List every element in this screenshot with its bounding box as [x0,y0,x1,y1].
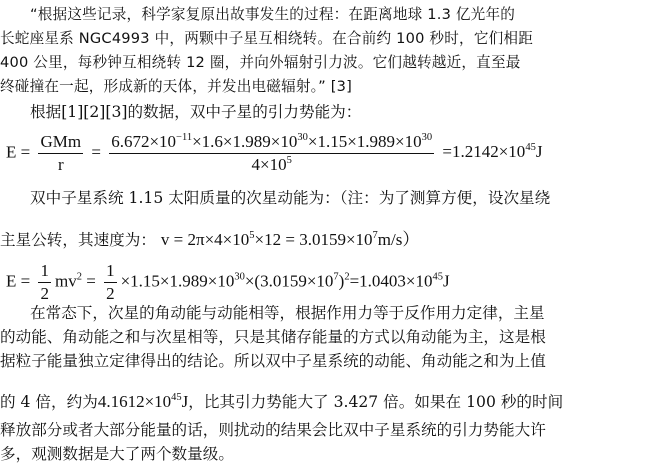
para3-line-5: 释放部分或者大部分能量的话，则扰动的结果会比双中子星系统的引力势能大许 [0,421,546,439]
quote-line-4: 终碰撞在一起，形成新的天体，并发出电磁辐射。” [3] [0,78,353,95]
eq2-half-2 [104,260,117,305]
speed-eq-b: ×12 = 3.0159×10 [254,230,373,249]
paragraph-speed-line [0,231,419,249]
para3-l4-a: 的 4 倍，约为 [0,393,98,411]
quote-line-1: “根据这些记录，科学家复原出故事发生的过程：在距离地球 1.3 亿光年的 [30,6,516,23]
eq2-mid: ×(3.0159×10 [244,271,334,291]
eq2-mv-exp: 2 [76,271,82,283]
eq1-f2-num-a-exp: −11 [176,132,193,143]
eq1-result [442,142,542,161]
eq1-result-mantissa: =1.2142×10 [442,142,526,162]
eq2-half-1-num: 1 [38,260,51,283]
para3-line-2: 的动能、角动能之和与次星相等，只是其储存能量的方式以角动能为主，这是根 [0,328,546,346]
eq1-f2-num-b: ×1.6×1.989×10 [192,132,298,151]
eq2-result: =1.0403×10 [349,271,433,291]
eq2-half-2-den: 2 [106,284,115,303]
speed-eq-a-exp: 5 [249,230,255,241]
equation-speed [161,230,419,249]
eq2-close: ) [338,271,345,291]
eq2-body: ×1.15×1.989×10 [120,271,235,291]
eq2-body-exp: 30 [234,271,245,283]
equation-potential-energy [6,131,542,176]
eq2-equals: = [86,271,96,291]
para3-l4-unit: J [181,392,189,411]
paragraph-kinetic-energy-intro: 双中子星系统 1.15 太阳质量的次星动能为：（注：为了测算方便，设次星绕 [30,189,551,207]
eq1-f2-num-a: 6.672×10 [111,132,177,151]
eq1-equals: = [91,142,101,162]
paragraph-potential-energy-intro: 根据[1][2][3]的数据，双中子星的引力势能为： [30,103,362,121]
eq1-fraction-numeric [109,131,434,176]
eq2-mid-exp: 7 [333,271,339,283]
speed-eq-a: v = 2π×4×10 [160,230,250,249]
eq1-f2-numerator [109,131,434,154]
para3-line-6: 多，观测数据是大了两个数量级。 [0,445,234,463]
eq1-f2-num-c: ×1.15×1.989×10 [307,132,422,151]
eq1-f2-den-exp: 5 [286,155,292,166]
speed-eq-c: m/s） [377,230,420,249]
eq1-f2-den: 4×10 [251,155,287,174]
para3-line-3: 据粒子能量独立定律得出的结论。所以双中子星系统的动能、角动能之和为上值 [0,352,546,370]
para3-l4-value [98,392,188,411]
quote-line-3: 400 公里，每秒钟互相绕转 12 圈，并向外辐射引力波。它们越转越近，直至最 [0,54,521,71]
speed-eq-b-exp: 7 [372,230,378,241]
para3-l4-b: ，比其引力势能大了 3.427 倍。如果在 100 秒的时间 [188,393,564,411]
eq1-f1-denominator: r [57,155,64,174]
eq2-lhs: E = [6,271,31,291]
eq1-lhs: E = [6,142,31,162]
eq2-close-exp: 2 [344,271,350,283]
eq2-result-exp: 45 [432,271,444,283]
para3-line-1: 在常态下，次星的角动能与动能相等，根据作用力等于反作用力定律，主星 [30,304,545,322]
quote-line-2: 长蛇座星系 NGC4993 中，两颗中子星互相绕转。在合前约 100 秒时，它们相距 [0,30,533,47]
equation-kinetic-energy [6,260,450,305]
eq1-f2-num-b-exp: 30 [297,132,308,143]
eq2-unit: J [443,271,450,291]
para3-line-4 [0,393,563,411]
eq1-unit: J [535,142,543,162]
eq1-f2-denominator [109,154,434,176]
speed-intro-text: 主星公转，其速度为： [0,231,156,249]
eq2-half-2-num: 1 [104,260,117,283]
para3-l4-val: 4.1612×10 [97,392,172,411]
eq2-mv: mv [54,271,77,291]
eq1-f2-num-c-exp: 30 [421,132,433,143]
para3-l4-exp: 45 [171,392,182,403]
eq1-fraction-symbolic [38,131,83,176]
eq2-half-1 [38,260,51,305]
eq2-half-1-den: 2 [40,284,49,303]
eq1-f1-numerator: GMm [38,131,83,154]
eq1-result-exp: 45 [525,142,536,154]
